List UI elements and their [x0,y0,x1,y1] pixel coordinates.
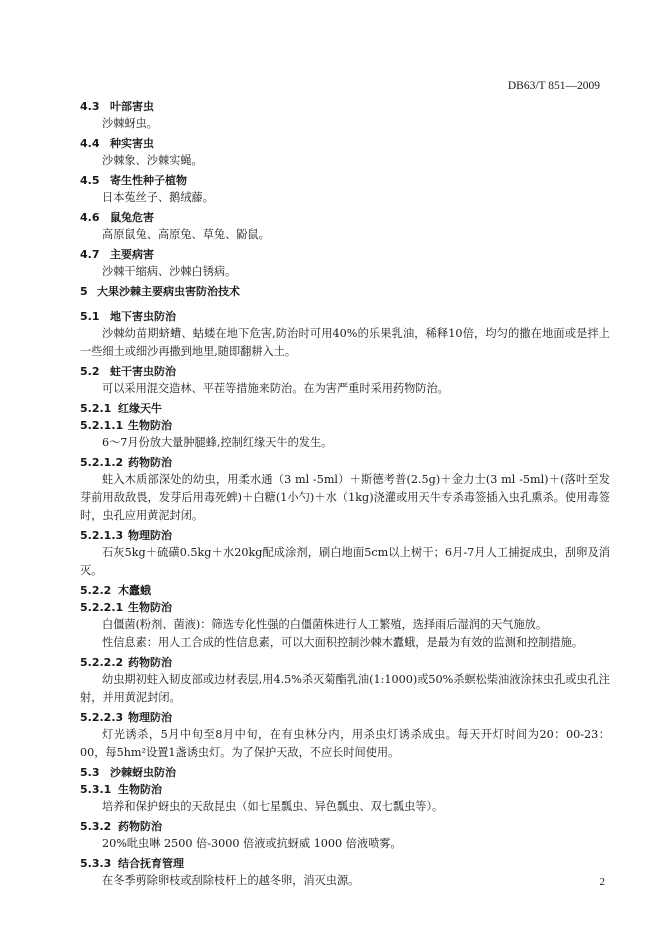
section-title: 生物防治 [128,601,172,614]
section-title: 药物防治 [128,656,172,669]
paragraph: 性信息素：用人工合成的性信息素，可以大面积控制沙棘木蠹蛾，是最为有效的监测和控制措施。 [102,636,584,649]
section-title: 生物防治 [118,783,162,796]
paragraph: 沙棘蚜虫。 [102,117,158,130]
section-title: 种实害虫 [110,137,154,150]
section-heading [80,135,610,152]
section-title: 生物防治 [128,419,172,432]
section-title: 蛀干害虫防治 [110,365,176,378]
section-heading [80,98,610,115]
paragraph: 高原鼠兔、高原兔、草兔、鼢鼠。 [102,228,270,241]
section-title: 物理防治 [128,711,172,724]
paragraph: 20%吡虫啉 2500 倍-3000 倍液或抗蚜威 1000 倍液喷雾。 [102,837,402,850]
section-number: 5.1 [80,310,100,323]
paragraph: 可以采用混交造林、平茬等措施来防治。在为害严重时采用药物防治。 [102,382,449,395]
paragraph: 幼虫期初蛀入韧皮部或边材表层,用4.5%杀灭菊酯乳油(1:1000)或50%杀螟松柴油液涂抹虫孔或虫孔注射，并用黄泥封闭。 [80,673,610,704]
chapter-heading [80,283,610,300]
paragraph: 培养和保护蚜虫的天敌昆虫（如七星瓢虫、异色瓢虫、双七瓢虫等）。 [102,800,444,813]
section-heading [80,764,610,781]
section-number: 5.2.2.3 [80,711,124,724]
section-heading [80,400,610,417]
paragraph: 6～7月份放大量肿腿蜂,控制红缘天牛的发生。 [102,436,333,449]
section-heading [80,855,610,872]
section-number: 5.2.1.3 [80,529,124,542]
section-heading [80,209,610,226]
section-number: 5.2 [80,365,100,378]
section-number: 5.3.1 [80,783,112,796]
section-number: 4.4 [80,137,100,150]
section-heading [80,308,610,325]
document-code-header: DB63/T 851—2009 [507,80,600,92]
section-number: 5.2.1.2 [80,456,124,469]
section-number: 4.6 [80,211,100,224]
section-heading [80,709,610,726]
paragraph: 沙棘干缩病、沙棘白锈病。 [102,265,237,278]
section-number: 5.3 [80,766,100,779]
section-heading [80,599,610,616]
section-heading [80,527,610,544]
section-number: 5.2.2.1 [80,601,124,614]
section-title: 物理防治 [128,529,172,542]
section-heading [80,246,610,263]
section-number: 4.7 [80,248,100,261]
section-title: 主要病害 [110,248,154,261]
section-title: 红缘天牛 [118,402,162,415]
section-heading [80,454,610,471]
section-number: 5.2.2 [80,584,112,597]
section-number: 5.2.2.2 [80,656,124,669]
section-number: 4.5 [80,174,100,187]
section-heading [80,417,610,434]
document-body [80,98,610,890]
section-title: 沙棘蚜虫防治 [110,766,176,779]
section-title: 大果沙棘主要病虫害防治技术 [97,285,240,298]
paragraph: 灯光诱杀，5月中旬至8月中旬，在有虫林分内，用杀虫灯诱杀成虫。每天开灯时间为20：00-23：00，每5hm²设置1盏诱虫灯。为了保护天敌，不应长时间使用。 [80,728,610,759]
section-title: 结合抚育管理 [118,857,184,870]
section-heading [80,582,610,599]
section-number: 5.2.1 [80,402,112,415]
section-title: 寄生性种子植物 [110,174,187,187]
page-number: 2 [599,876,605,888]
section-number: 5.3.3 [80,857,112,870]
section-title: 药物防治 [128,456,172,469]
section-number: 4.3 [80,100,100,113]
paragraph: 蛀入木质部深处的幼虫，用柔水通（3 ml -5ml）＋斯德考普(2.5g)＋金力士(3 ml -5ml)＋(落叶至发芽前用敌敌畏，发芽后用毒死蜱)＋白糖(1小勺)＋水（1kg)浇灌或用天牛专杀毒签插入虫孔熏杀。使用毒签时，虫孔应用黄泥封闭。 [80,473,610,522]
section-heading [80,781,610,798]
section-heading [80,654,610,671]
section-number: 5.3.2 [80,820,112,833]
paragraph: 沙棘象、沙棘实蝇。 [102,154,203,167]
section-title: 木蠹蛾 [118,584,151,597]
section-number: 5 [80,285,88,298]
section-title: 叶部害虫 [110,100,154,113]
paragraph: 在冬季剪除卵枝或刮除枝杆上的越冬卵，消灭虫源。 [102,874,360,887]
section-heading [80,172,610,189]
paragraph: 石灰5kg＋硫磺0.5kg＋水20kg配成涂剂，刷白地面5cm以上树干；6月-7月人工捕捉成虫，刮卵及消灭。 [80,546,610,577]
section-heading [80,818,610,835]
section-title: 鼠兔危害 [110,211,154,224]
section-title: 地下害虫防治 [110,310,176,323]
section-heading [80,363,610,380]
section-title: 药物防治 [118,820,162,833]
paragraph: 白僵菌(粉剂、菌液)：筛选专化性强的白僵菌株进行人工繁殖，选择雨后湿润的天气施放。 [102,618,548,631]
paragraph: 日本菟丝子、鹅绒藤。 [102,191,214,204]
paragraph: 沙棘幼苗期蛴螬、蛄蝼在地下危害,防治时可用40%的乐果乳油，稀释10倍，均匀的撒在地面或是拌上一些细土或细沙再撒到地里,随即翻耕入土。 [80,327,610,358]
section-number: 5.2.1.1 [80,419,124,432]
